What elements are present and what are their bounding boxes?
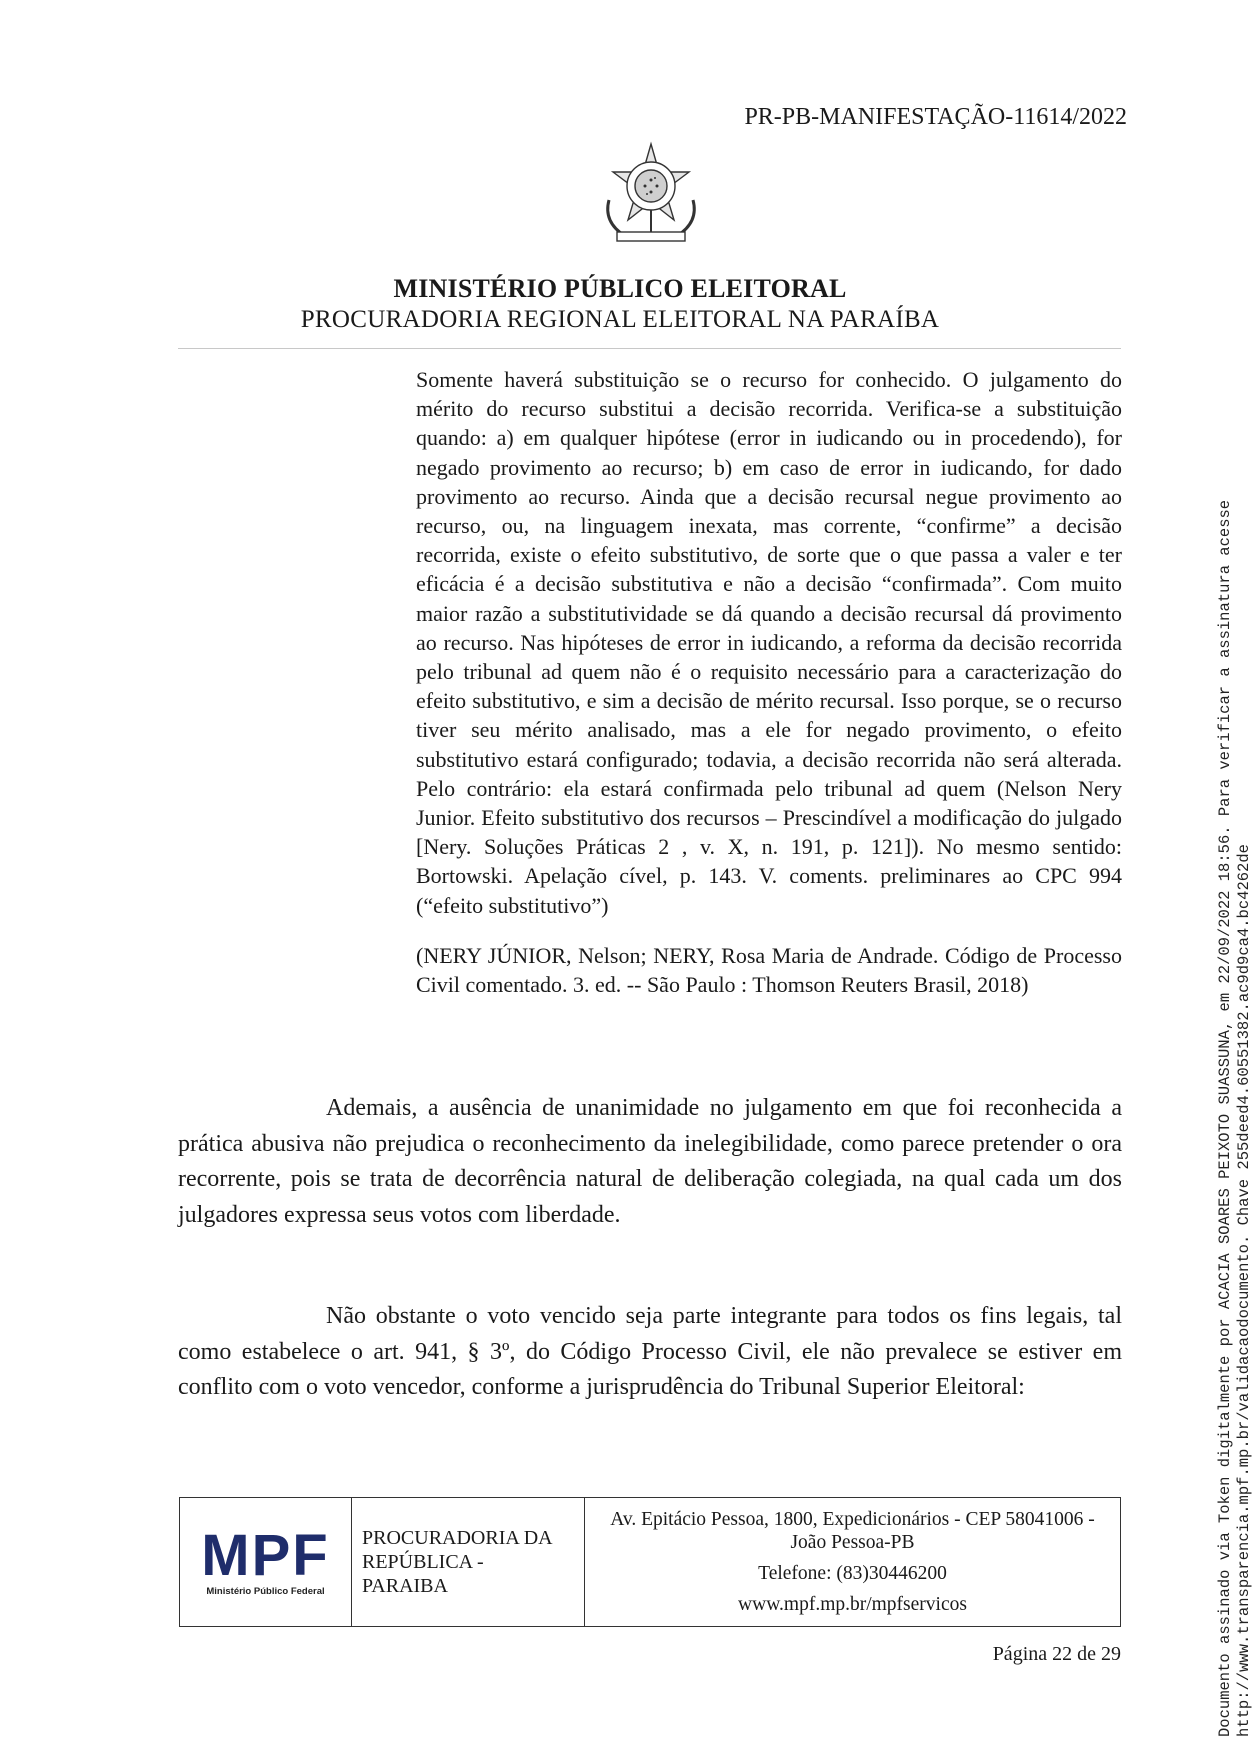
signature-stamp-line: http://www.transparencia.mpf.mp.br/validacaodocumento. Chave 255deed4.60551382.ac9d9ca4.bc4262de	[1235, 844, 1253, 1737]
footer-unit-line: REPÚBLICA -	[362, 1551, 484, 1573]
body-paragraph: Ademais, a ausência de unanimidade no julgamento em que foi reconhecida a prática abusiva não prejudica o reconhecimento da inelegibilidade, como parece pretender o ora recorrente, pois se trata de decorrência natural de deliberação colegiada, na qual cada um dos julgadores expressa seus votos com liberdade.	[178, 1095, 1122, 1228]
header-divider	[178, 348, 1121, 349]
mpf-logo	[180, 1498, 352, 1626]
footer-unit-line: PARAIBA	[362, 1575, 448, 1597]
signature-stamp	[1216, 367, 1254, 1737]
footer-website: www.mpf.mp.br/mpfservicos	[738, 1594, 967, 1615]
footer-phone: Telefone: (83)30446200	[758, 1563, 947, 1584]
org-subtitle: PROCURADORIA REGIONAL ELEITORAL NA PARAÍBA	[300, 306, 940, 333]
signature-stamp-line: Documento assinado via Token digitalmente por ACACIA SOARES PEIXOTO SUASSUNA, em 22/09/2022 18:56. Para verificar a assinatura acesse	[1216, 499, 1234, 1737]
org-title: MINISTÉRIO PÚBLICO ELEITORAL	[393, 274, 847, 303]
document-id: PR-PB-MANIFESTAÇÃO-11614/2022	[744, 104, 1127, 130]
footer-unit	[352, 1498, 585, 1626]
footer-address: Av. Epitácio Pessoa, 1800, Expedicionários - CEP 58041006 - João Pessoa-PB	[610, 1509, 1095, 1553]
mpf-logo-text: MPF	[201, 1522, 330, 1588]
quote-citation: (NERY JÚNIOR, Nelson; NERY, Rosa Maria de Andrade. Código de Processo Civil comentado. 3. ed. -- São Paulo : Thomson Reuters Brasil, 2018)	[416, 943, 1122, 998]
page-number: Página 22 de 29	[992, 1643, 1121, 1665]
footer-box	[179, 1497, 1121, 1627]
body-paragraph: Não obstante o voto vencido seja parte integrante para todos os fins legais, tal como estabelece o art. 941, § 3º, do Código Processo Civil, ele não prevalece se estiver em conflito com o voto vencedor, conforme a jurisprudência do Tribunal Superior Eleitoral:	[178, 1303, 1122, 1400]
footer-contact	[585, 1498, 1120, 1626]
footer-unit-line: PROCURADORIA DA	[362, 1527, 553, 1549]
block-quote: Somente haverá substituição se o recurso for conhecido. O julgamento do mérito do recurso substitui a decisão recorrida. Verifica-se a substituição quando: a) em qualquer hipótese (error in iudicando ou in procedendo), for negado provimento ao recurso; b) em caso de error in iudicando, for dado provimento ao recurso. Ainda que a decisão recursal negue provimento ao recurso, ou, na linguagem inexata, mas corrente, “confirme” a decisão recorrida, existe o efeito substitutivo, de sorte que o que passa a valer e ter eficácia é a decisão substitutiva e não a decisão “confirmada”. Com muito maior razão a substitutividade se dá quando a decisão recursal dá provimento ao recurso. Nas hipóteses de error in iudicando, a reforma da decisão recorrida pelo tribunal ad quem não é o requisito necessário para a caracterização do efeito substitutivo, e sim a decisão de mérito recursal. Isso porque, se o recurso tiver seu mérito analisado, mas a ele for negado provimento, o efeito substitutivo estará configurado; todavia, a decisão recorrida não será alterada. Pelo contrário: ela estará confirmada pelo tribunal ad quem (Nelson Nery Junior. Efeito substitutivo dos recursos – Prescindível a modificação do julgado [Nery. Soluções Práticas 2 , v. X, n. 191, p. 121]). No mesmo sentido: Bortowski. Apelação cível, p. 143. V. coments. preliminares ao CPC 994 (“efeito substitutivo”)	[416, 367, 1122, 918]
brazil-coat-of-arms-icon	[595, 140, 707, 252]
mpf-logo-subtitle: Ministério Público Federal	[206, 1585, 325, 1597]
